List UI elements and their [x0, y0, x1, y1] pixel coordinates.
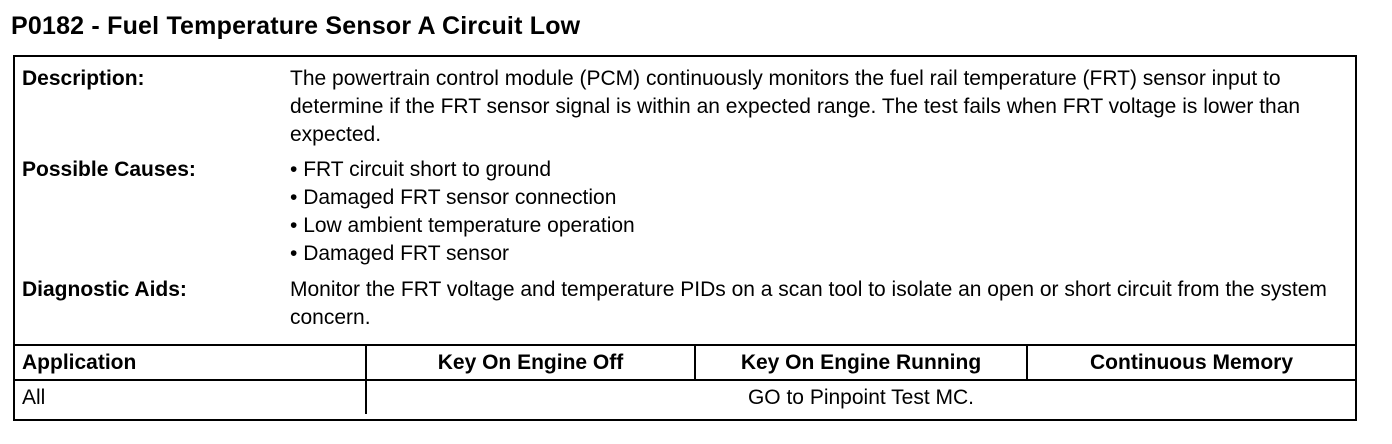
header-continuous-memory: Continuous Memory: [1027, 345, 1355, 380]
dtc-info-box: [13, 55, 1357, 421]
diagnostic-aids-text: Monitor the FRT voltage and temperature PIDs on a scan tool to isolate an open or short circuit from the system concern.: [290, 278, 1327, 329]
page-title: P0182 - Fuel Temperature Sensor A Circuit Low: [11, 12, 581, 40]
header-application: Application: [15, 345, 366, 380]
possible-causes-cell: [290, 156, 1355, 276]
dtc-details-table: [15, 57, 1355, 332]
header-key-on-engine-off: Key On Engine Off: [366, 345, 695, 380]
application-table: [15, 344, 1355, 414]
header-key-on-engine-running: Key On Engine Running: [695, 345, 1027, 380]
diagnostic-aids-row: [15, 276, 1355, 332]
possible-causes-list: [290, 156, 1355, 268]
cause-item: • Damaged FRT sensor connection: [290, 184, 1355, 212]
application-header-row: [15, 345, 1355, 380]
application-row: [15, 380, 1355, 414]
diagnostic-aids-label: Diagnostic Aids:: [22, 278, 187, 301]
cause-item: • Low ambient temperature operation: [290, 212, 1355, 240]
description-label: Description:: [22, 67, 145, 90]
cause-item: • Damaged FRT sensor: [290, 240, 1355, 268]
application-cell: All: [15, 380, 366, 414]
possible-causes-label: Possible Causes:: [22, 158, 196, 181]
possible-causes-row: [15, 156, 1355, 276]
pinpoint-test-cell: GO to Pinpoint Test MC.: [366, 380, 1355, 414]
cause-item: • FRT circuit short to ground: [290, 156, 1355, 184]
description-row: [15, 57, 1355, 156]
description-text: The powertrain control module (PCM) continuously monitors the fuel rail temperature (FRT) sensor input to determine if the FRT sensor signal is within an expected range. The test fails when FRT voltage is lower than expected.: [290, 67, 1301, 146]
